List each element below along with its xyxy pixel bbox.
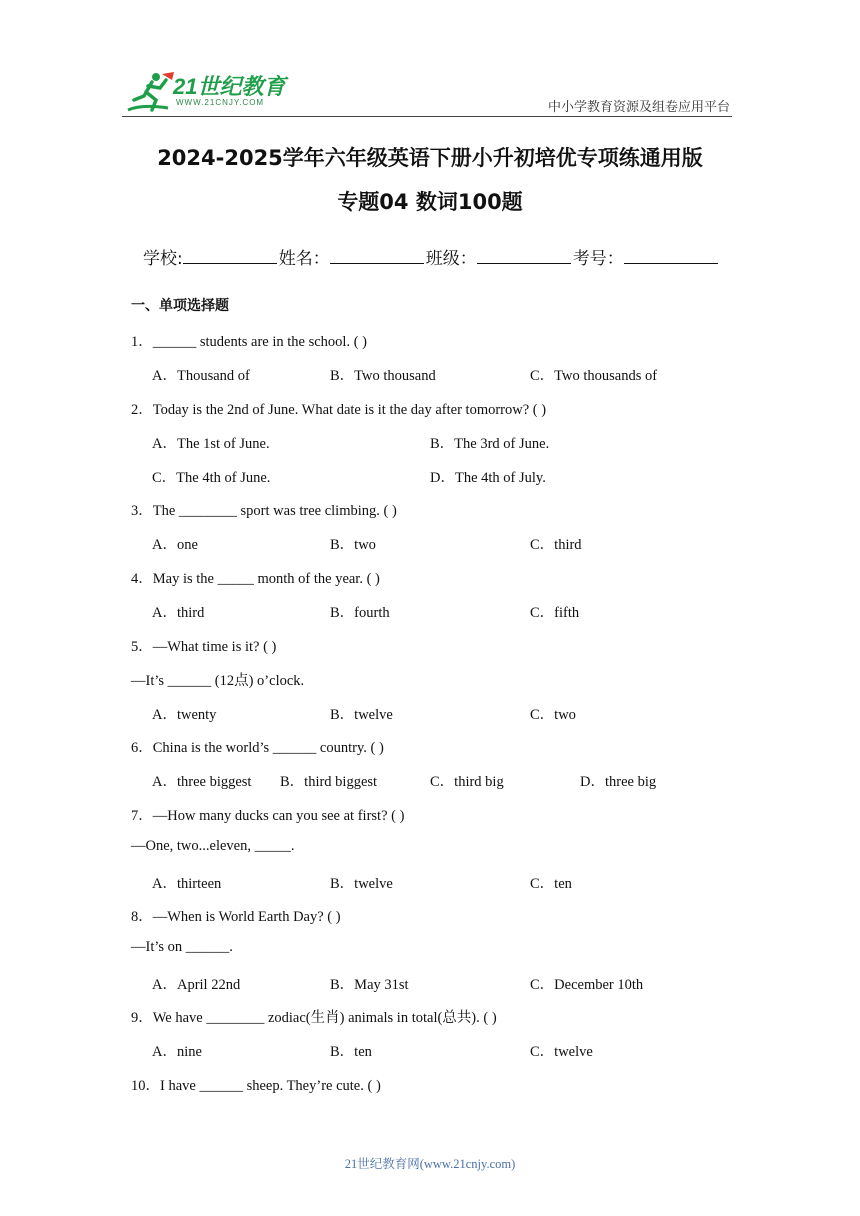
school-blank[interactable] [183,247,277,264]
option-5a: A．twenty [152,707,217,723]
question-5: 5．—What time is it? ( ) [131,639,277,655]
class-label: 班级： [425,249,477,269]
question-6: 6．China is the world’s ______ country. ( ) [131,740,384,756]
option-6a: A．three biggest [152,774,252,790]
question-7-answer-line: —One, two...eleven, _____. [131,838,295,854]
option-4c: C．fifth [530,605,580,621]
option-2b: B．The 3rd of June. [430,436,550,452]
option-2a: A．The 1st of June. [152,436,270,452]
option-2c: C．The 4th of June. [152,470,271,486]
question-8-answer-line: —It’s on ______. [131,939,233,955]
question-9: 9．We have ________ zodiac(生肖) animals in total(总共). ( ) [131,1010,497,1026]
option-4a: A．third [152,605,205,621]
question-8: 8．—When is World Earth Day? ( ) [131,909,341,925]
option-6c: C．third big [430,774,504,790]
question-1: 1．______ students are in the school. ( ) [131,334,367,350]
option-4b: B．fourth [330,605,390,621]
option-5b: B．twelve [330,707,393,723]
question-7: 7．—How many ducks can you see at first? ( ) [131,808,405,824]
option-8c: C．December 10th [530,977,644,993]
question-4: 4．May is the _____ month of the year. ( ) [131,571,380,587]
option-9a: A．nine [152,1044,202,1060]
name-label: 姓名： [278,249,330,269]
option-2d: D．The 4th of July. [430,470,546,486]
section-heading: 一、单项选择题 [131,298,229,314]
option-3c: C．third [530,537,582,553]
doc-subtitle: 专题04 数词100题 [337,190,523,214]
option-7b: B．twelve [330,876,393,892]
option-1b: B．Two thousand [330,368,436,384]
logo-text: 21世纪教育 [173,74,286,99]
question-5-answer-line: —It’s ______ (12点) o’clock. [131,673,305,689]
name-blank[interactable] [330,247,424,264]
school-label: 学校: [143,249,183,269]
option-3b: B．two [330,537,376,553]
question-10: 10．I have ______ sheep. They’re cute. ( ) [131,1078,381,1094]
logo [122,70,292,115]
question-2: 2．Today is the 2nd of June. What date is it the day after tomorrow? ( ) [131,402,547,418]
option-1c: C．Two thousands of [530,368,658,384]
header-divider [122,116,732,117]
student-info-row [143,244,720,269]
doc-title: 2024-2025学年六年级英语下册小升初培优专项练通用版 [157,146,703,170]
option-6d: D．three big [580,774,657,790]
option-1a: A．Thousand of [152,368,250,384]
option-6b: B．third biggest [280,774,378,790]
option-7a: A．thirteen [152,876,222,892]
option-3a: A．one [152,537,198,553]
exam-no-blank[interactable] [624,247,718,264]
question-3: 3．The ________ sport was tree climbing. ( ) [131,503,397,519]
option-8a: A．April 22nd [152,977,241,993]
option-7c: C．ten [530,876,572,892]
option-9c: C．twelve [530,1044,593,1060]
class-blank[interactable] [477,247,571,264]
option-5c: C．two [530,707,576,723]
platform-name: 中小学教育资源及组卷应用平台 [547,99,730,114]
logo-subtext: WWW.21CNJY.COM [176,98,265,107]
option-9b: B．ten [330,1044,372,1060]
option-8b: B．May 31st [330,977,409,993]
exam-no-label: 考号： [572,249,624,269]
page-footer: 21世纪教育网(www.21cnjy.com) [344,1157,516,1171]
